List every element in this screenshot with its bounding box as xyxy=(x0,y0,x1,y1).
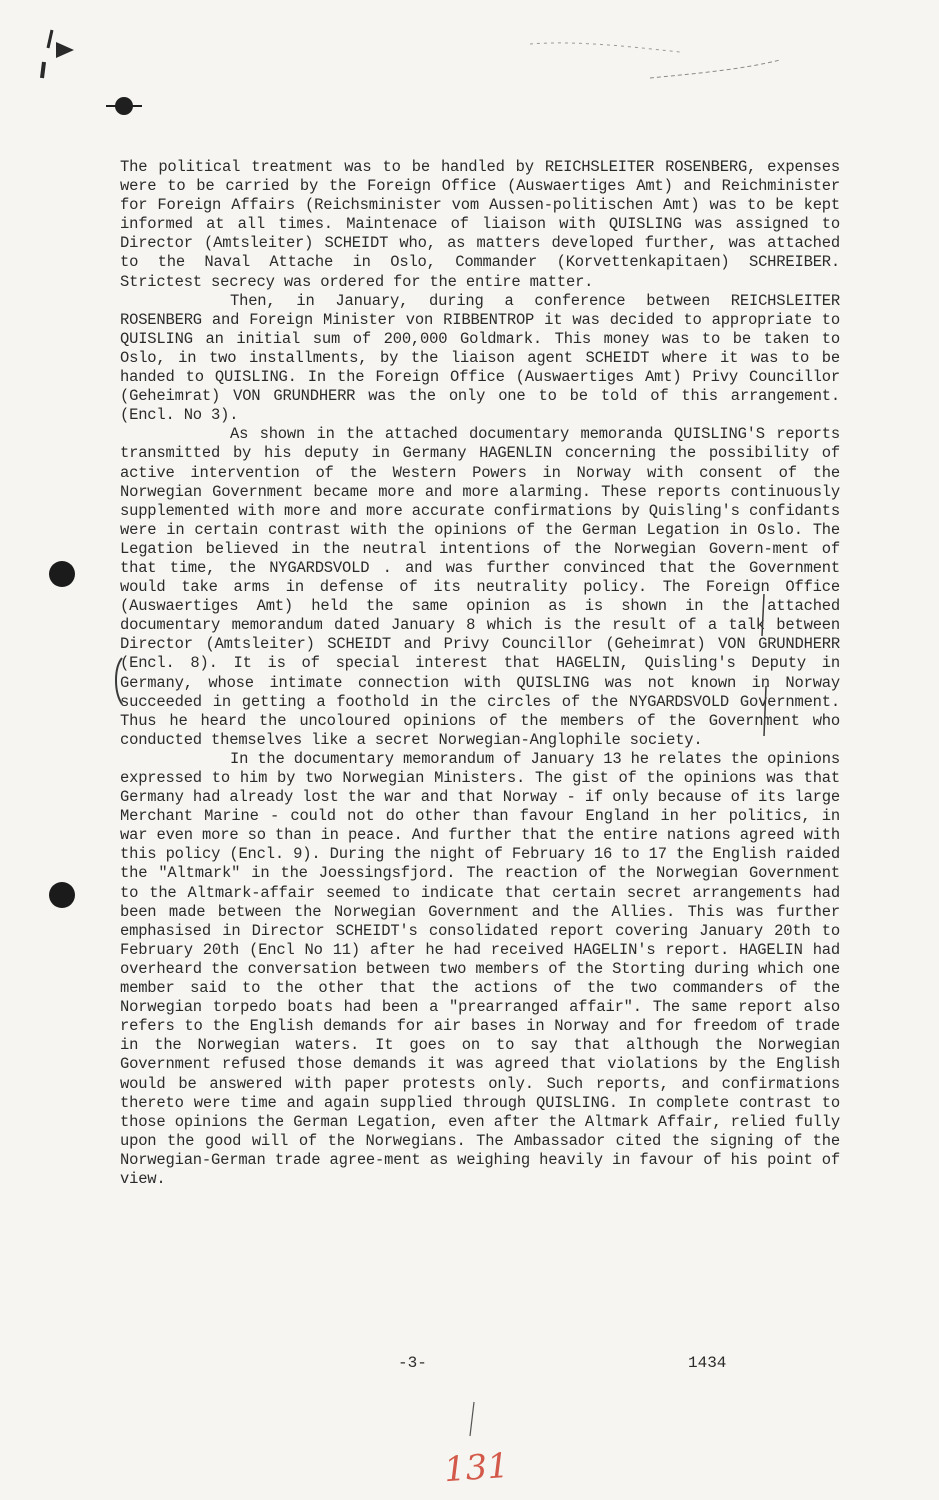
stamp-number: 131 xyxy=(442,1445,511,1491)
punch-hole-lower xyxy=(49,882,75,908)
page-number: -3- xyxy=(398,1354,427,1372)
footer-pencil-tick xyxy=(462,1400,482,1440)
staple-mark xyxy=(30,22,100,92)
document-number: 1434 xyxy=(688,1354,727,1372)
margin-bracket-mark xyxy=(108,656,132,706)
punch-hole-upper xyxy=(49,561,75,587)
paragraph-january-conference: Then, in January, during a conference between REICHSLEITER ROSENBERG and Foreign Minister von RIBBENTROP it was decided to appropriate to QUISLING an initial sum of 200,000 Goldmark. This money was to be taken to Oslo, in two installments, by the liaison agent SCHEIDT where it was to be handed to QUISLING. In the Foreign Office (Auswaertiges Amt) Privy Councillor (Geheimrat) VON GRUNDHERR was the only one to be told of this arrangement. (Encl. No 3). xyxy=(120,291,840,425)
typewritten-body xyxy=(120,158,840,1189)
paragraph-political-treatment: The political treatment was to be handled by REICHSLEITER ROSENBERG, expenses were to be carried by the Foreign Office (Auswaertiges Amt) and Reichminister for Foreign Affairs (Reichsminister vom Aussen-politischen Amt) was to be kept informed at all times. Maintenace of liaison with QUISLING was assigned to Director (Amtsleiter) SCHEIDT who, as matters developed further, was attached to the Naval Attache in Oslo, Commander (Korvettenkapitaen) SCHREIBER. Strictest secrecy was ordered for the entire matter. xyxy=(120,158,840,291)
paragraph-quisling-reports: As shown in the attached documentary memoranda QUISLING'S reports transmitted by his deputy in Germany HAGENLIN concerning the possibility of active intervention of the Western Powers in Norway with consent of the Norwegian Government became more and more alarming. These reports continuously supplemented with more and more accurate confirmations by Quisling's confidants were in certain contrast with the opinions of the German Legation in Oslo. The Legation believed in the neutral intentions of the Norwegian Govern-ment of that time, the NYGARDSVOLD . and was further convinced that the Government would take arms in defense of its neutrality policy. The Foreign Office (Auswaertiges Amt) held the same opinion as is shown in the attached documentary memorandum dated January 8 which is the result of a talk between Director (Amtsleiter) SCHEIDT and Privy Councillor (Geheimrat) VON GRUNDHERR (Encl. 8). It is of special interest that HAGELIN, Quisling's Deputy in Germany, whose intimate connection with QUISLING was not known in Norway succeeded in getting a foothold in the circles of the NYGARDSVOLD Government. Thus he heard the uncoloured opinions of the members of the Government who conducted themselves like a secret Norwegian-Anglophile society. xyxy=(120,425,840,749)
pencil-scribble xyxy=(520,30,820,90)
paragraph-january-13-memorandum: In the documentary memorandum of January 13 he relates the opinions expressed to him by two Norwegian Ministers. The gist of the opinions was that Germany had already lost the war and that Norway - if only because of its large Merchant Marine - could not do other than favour England in her politics, in war even more so than in peace. And further that the entire nations agreed with this policy (Encl. 9). During the night of February 16 to 17 the English raided the "Altmark" in the Joessingsfjord. The reaction of the Norwegian Government to the Altmark-affair seemed to indicate that certain secret arrangements had been made between the Norwegian Government and the Allies. This was further emphasised in Director SCHEIDT's consolidated report covering January 20th to February 20th (Encl No 11) after he had received HAGELIN's report. HAGELIN had overheard the conversation between two members of the Storting during which one member said to the other that the actions of the two commanders of the Norwegian torpedo boats had been a "prearranged affair". The same report also refers to the English demands for air bases in Norway and for freedom of trade in the Norwegian waters. It goes on to say that although the Norwegian Government refused those demands it was agreed that violations by the English would be answered with paper protests only. Such reports, and confirmations thereto were time and again supplied through QUISLING. In complete contrast to those opinions the German Legation, even after the Altmark Affair, relied fully upon the good will of the Norwegians. The Ambassador cited the signing of the Norwegian-German trade agree-ment as weighing heavily in favour of his point of view. xyxy=(120,749,840,1188)
binder-dot-mark xyxy=(104,86,144,126)
margin-pen-stroke xyxy=(744,590,784,740)
